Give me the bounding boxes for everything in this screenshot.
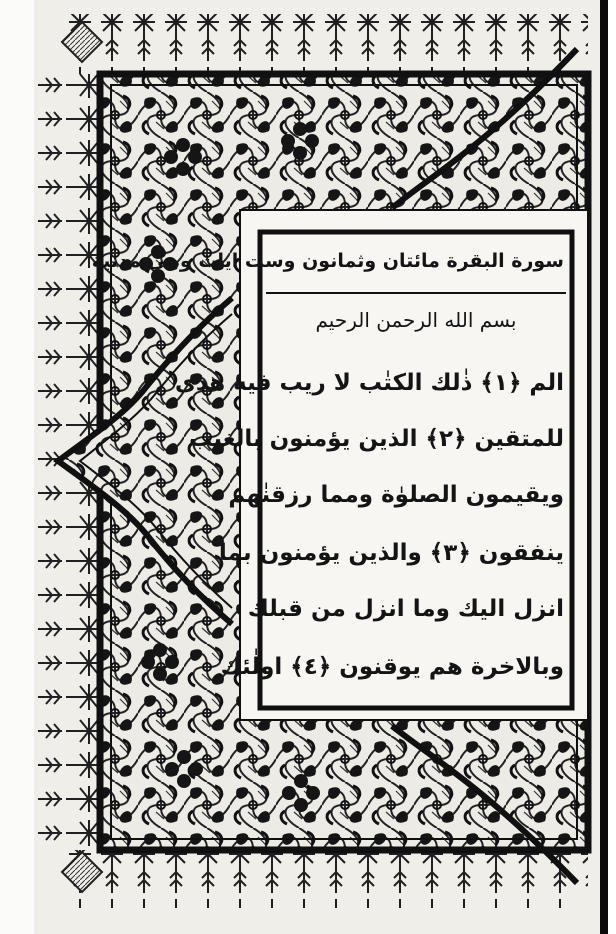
verse-line: وبالاخرة هم يوقنون ﴿٤﴾ اولٰئك: [220, 654, 564, 680]
surah-heading: سورة البقرة مائتان وثمانون وست ايات وهي مدنية: [91, 250, 564, 272]
scan-right-margin: [608, 0, 616, 934]
basmala: بسم الله الرحمن الرحيم: [315, 308, 517, 332]
verse-line: الم ﴿١﴾ ذٰلك الكتٰب لا ريب فيه هدى: [174, 370, 564, 396]
verse-line: انزل اليك وما انزل من قبلك: [247, 596, 564, 622]
text-panel: [91, 232, 572, 708]
verse-line: ويقيمون الصلوٰة ومما رزقنٰهم: [228, 482, 564, 508]
verse-line: ينفقون ﴿٣﴾ والذين يؤمنون بما: [218, 540, 564, 566]
verse-line: للمتقين ﴿٢﴾ الذين يؤمنون بالغيب: [188, 426, 564, 452]
